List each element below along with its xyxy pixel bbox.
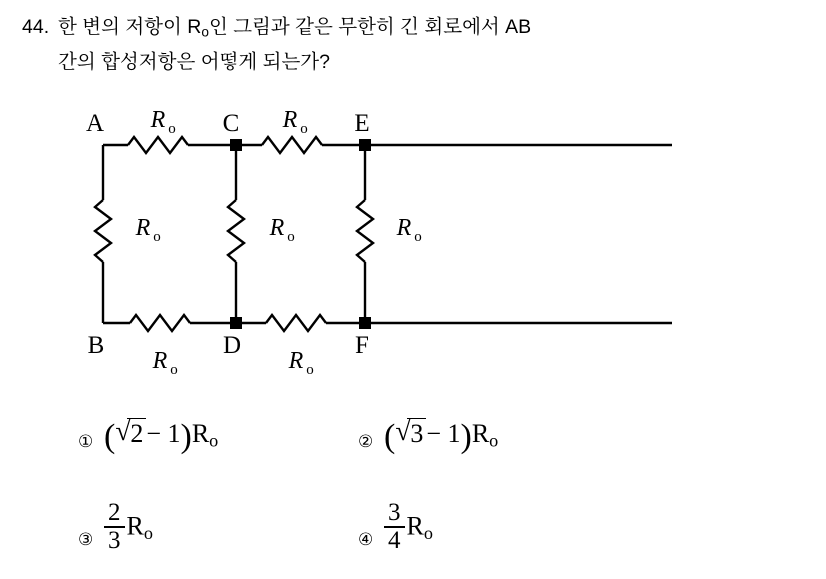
junction-node-f xyxy=(359,317,371,329)
choice-1-minus: − 1 xyxy=(146,419,181,448)
choice-2-expression xyxy=(384,418,498,456)
label-node-e: E xyxy=(354,110,370,137)
choice-1-open-paren: ( xyxy=(104,418,116,455)
question-line1-subscript: o xyxy=(201,24,209,40)
svg-text:R: R xyxy=(152,348,168,374)
choice-2-minus: − 1 xyxy=(426,419,461,448)
choice-3-unit-subscript: o xyxy=(143,522,153,543)
choice-2-radical xyxy=(395,418,426,449)
choice-3-expression xyxy=(104,500,153,555)
resistor-top-right xyxy=(262,137,322,153)
svg-text:R: R xyxy=(282,107,298,133)
svg-text:o: o xyxy=(153,229,161,245)
label-resistor-bottom-left xyxy=(152,348,178,378)
choice-4-numerator: 3 xyxy=(388,498,401,526)
choice-1-unit-subscript: o xyxy=(209,430,219,451)
question-block xyxy=(22,12,792,77)
label-resistor-right-vertical xyxy=(396,215,422,245)
junction-node-c xyxy=(230,139,242,151)
choice-4-denominator: 4 xyxy=(384,526,405,554)
resistor-right-vertical xyxy=(357,200,373,262)
svg-text:R: R xyxy=(150,107,166,133)
resistor-left-vertical xyxy=(95,200,111,262)
choice-2-close-paren: ) xyxy=(460,418,472,455)
label-node-b: B xyxy=(87,332,105,359)
choice-3-denominator: 3 xyxy=(104,526,125,554)
question-line1-pre: 한 변의 저항이 R xyxy=(58,16,202,38)
choice-3-marker: ③ xyxy=(78,530,94,549)
question-line1-post: 인 그림과 같은 무한히 긴 회로에서 AB xyxy=(208,16,532,38)
choice-2-open-paren: ( xyxy=(384,418,396,455)
svg-text:R: R xyxy=(135,215,151,241)
choice-2-unit: R xyxy=(471,419,490,448)
choice-1-marker: ① xyxy=(78,432,94,451)
label-node-a: A xyxy=(85,110,105,137)
choice-3-unit: R xyxy=(126,511,144,540)
resistor-bottom-right xyxy=(266,315,326,331)
label-resistor-top-right xyxy=(282,107,308,137)
svg-text:o: o xyxy=(168,121,176,137)
label-resistor-mid-vertical xyxy=(269,215,295,245)
choice-1-unit: R xyxy=(191,419,210,448)
choice-1-radical xyxy=(115,418,146,449)
question-text xyxy=(58,12,792,77)
choice-4-fraction xyxy=(384,500,405,555)
choice-1-close-paren: ) xyxy=(180,418,192,455)
resistor-mid-vertical xyxy=(228,200,244,262)
choice-4-marker: ④ xyxy=(358,530,374,549)
choice-2-unit-subscript: o xyxy=(489,430,499,451)
label-node-c: C xyxy=(222,110,240,137)
junction-node-e xyxy=(359,139,371,151)
circuit-diagram-svg xyxy=(0,95,826,385)
choice-4-unit: R xyxy=(406,511,424,540)
choice-3-fraction xyxy=(104,500,125,555)
svg-text:R: R xyxy=(288,348,304,374)
label-node-d: D xyxy=(222,332,242,359)
svg-text:o: o xyxy=(170,362,178,378)
choice-3-numerator: 2 xyxy=(108,498,121,526)
svg-text:R: R xyxy=(269,215,285,241)
resistor-top-left xyxy=(128,137,188,153)
question-line2: 간의 합성저항은 어떻게 되는가? xyxy=(58,51,330,74)
label-resistor-left-vertical xyxy=(135,215,161,245)
choice-2-marker: ② xyxy=(358,432,374,451)
svg-text:o: o xyxy=(287,229,295,245)
label-node-f: F xyxy=(355,332,369,359)
choice-1-radicand: 2 xyxy=(127,418,146,449)
answer-choices xyxy=(0,400,826,579)
svg-text:o: o xyxy=(414,229,422,245)
resistor-bottom-left xyxy=(130,315,190,331)
svg-text:o: o xyxy=(306,362,314,378)
svg-text:R: R xyxy=(396,215,412,241)
choice-4-unit-subscript: o xyxy=(423,522,433,543)
choice-2-radicand: 3 xyxy=(407,418,426,449)
label-resistor-bottom-right xyxy=(288,348,314,378)
choice-1-expression xyxy=(104,418,218,456)
question-number: 44. xyxy=(22,16,50,38)
svg-text:o: o xyxy=(300,121,308,137)
choice-4-expression xyxy=(384,500,433,555)
circuit-figure xyxy=(0,95,826,385)
label-resistor-top-left xyxy=(150,107,176,137)
junction-node-d xyxy=(230,317,242,329)
